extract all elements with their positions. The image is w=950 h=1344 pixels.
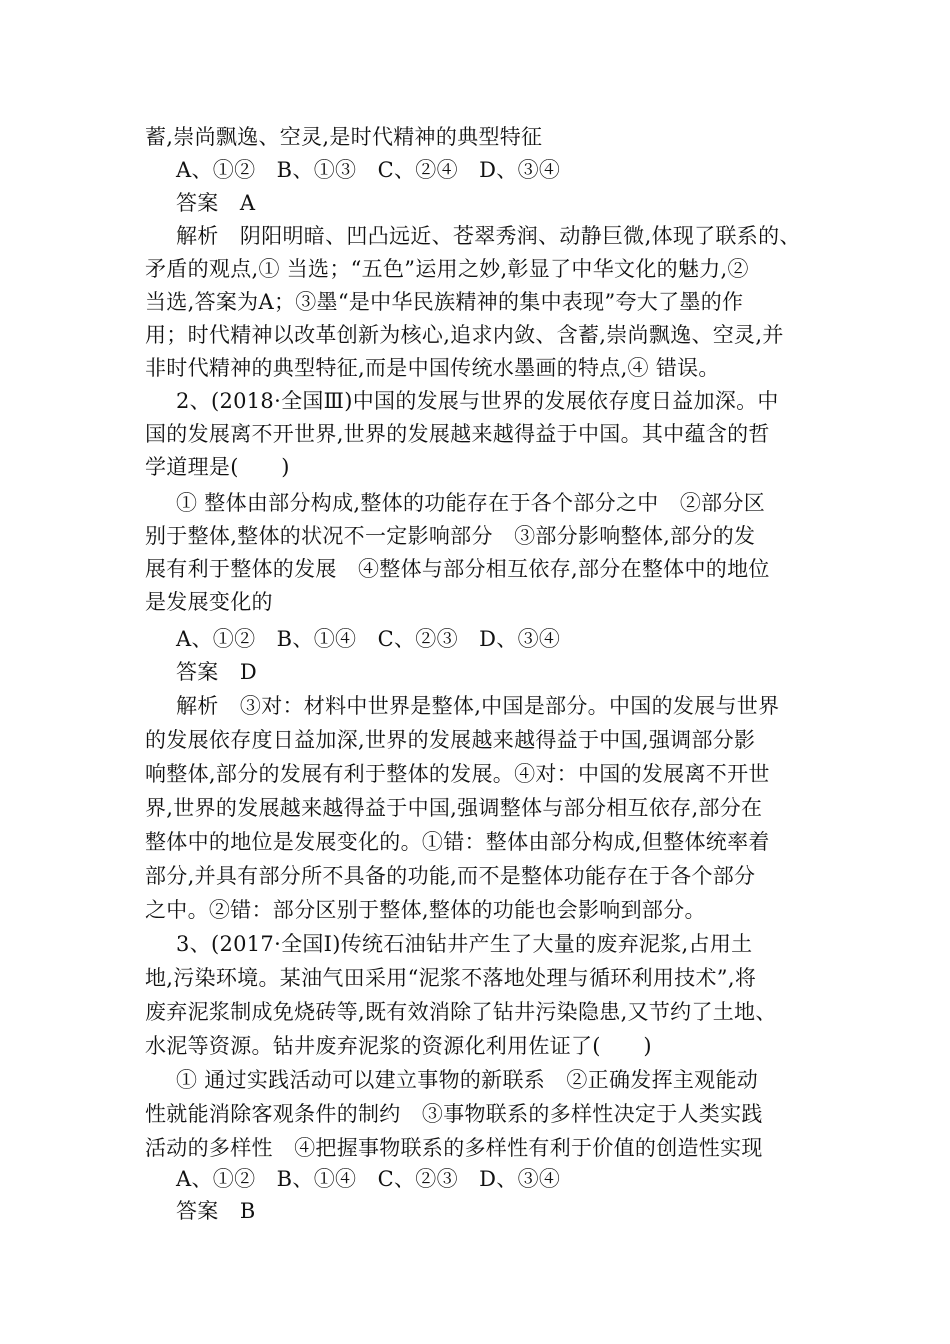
text-line: 废弃泥浆制成免烧砖等,既有效消除了钻井污染隐患,又节约了土地、: [145, 1000, 777, 1024]
statement-options-q3: ① 通过实践活动可以建立事物的新联系 ②正确发挥主观能动: [176, 1068, 759, 1092]
text-line: 别于整体,整体的状况不一定影响部分 ③部分影响整体,部分的发: [145, 524, 756, 548]
text-line: 非时代精神的典型特征,而是中国传统水墨画的特点,④ 错误。: [145, 356, 720, 380]
text-line: 矛盾的观点,① 当选；“五色”运用之妙,彰显了中华文化的魅力,②: [145, 257, 749, 281]
answer-options-q3: A、①② B、①④ C、②③ D、③④: [176, 1167, 561, 1191]
text-line: 整体中的地位是发展变化的。①错：整体由部分构成,但整体统率着: [145, 830, 770, 854]
analysis-q2: 解析 ③对：材料中世界是整体,中国是部分。中国的发展与世界: [176, 694, 780, 718]
text-line: 活动的多样性 ④把握事物联系的多样性有利于价值的创造性实现: [145, 1136, 763, 1160]
text-line: 地,污染环境。某油气田采用“泥浆不落地处理与循环利用技术”,将: [145, 966, 757, 990]
analysis-q1: 解析 阴阳明暗、凹凸远近、苍翠秀润、动静巨微,体现了联系的、: [176, 224, 801, 248]
text-line: 界,世界的发展越来越得益于中国,强调整体与部分相互依存,部分在: [145, 796, 763, 820]
text-line: 性就能消除客观条件的制约 ③事物联系的多样性决定于人类实践: [145, 1102, 763, 1126]
answer-options-q2: A、①② B、①④ C、②③ D、③④: [176, 627, 561, 651]
text-line: 学道理是( ): [145, 455, 290, 479]
text-line: 用；时代精神以改革创新为核心,追求内敛、含蓄,崇尚飘逸、空灵,并: [145, 323, 784, 347]
answer-q3: 答案 B: [176, 1199, 256, 1223]
answer-options-q1: A、①② B、①③ C、②④ D、③④: [176, 158, 561, 182]
text-line: 之中。②错：部分区别于整体,整体的功能也会影响到部分。: [145, 898, 706, 922]
text-line: 国的发展离不开世界,世界的发展越来越得益于中国。其中蕴含的哲: [145, 422, 770, 446]
text-line: 展有利于整体的发展 ④整体与部分相互依存,部分在整体中的地位: [145, 557, 770, 581]
text-line: 是发展变化的: [145, 590, 273, 614]
text-line: 蓄,崇尚飘逸、空灵,是时代精神的典型特征: [145, 125, 543, 149]
answer-q1: 答案 A: [176, 191, 256, 215]
text-line: 水泥等资源。钻井废弃泥浆的资源化利用佐证了( ): [145, 1034, 652, 1058]
question-2: 2、(2018·全国Ⅲ)中国的发展与世界的发展依存度日益加深。中: [176, 389, 779, 413]
text-line: 部分,并具有部分所不具备的功能,而不是整体功能存在于各个部分: [145, 864, 756, 888]
text-line: 响整体,部分的发展有利于整体的发展。④对：中国的发展离不开世: [145, 762, 770, 786]
answer-q2: 答案 D: [176, 660, 258, 684]
question-3: 3、(2017·全国Ⅰ)传统石油钻井产生了大量的废弃泥浆,占用土: [176, 932, 753, 956]
statement-options-q2: ① 整体由部分构成,整体的功能存在于各个部分之中 ②部分区: [176, 491, 766, 515]
text-line: 当选,答案为A；③墨“是中华民族精神的集中表现”夸大了墨的作: [145, 290, 744, 314]
text-line: 的发展依存度日益加深,世界的发展越来越得益于中国,强调部分影: [145, 728, 756, 752]
